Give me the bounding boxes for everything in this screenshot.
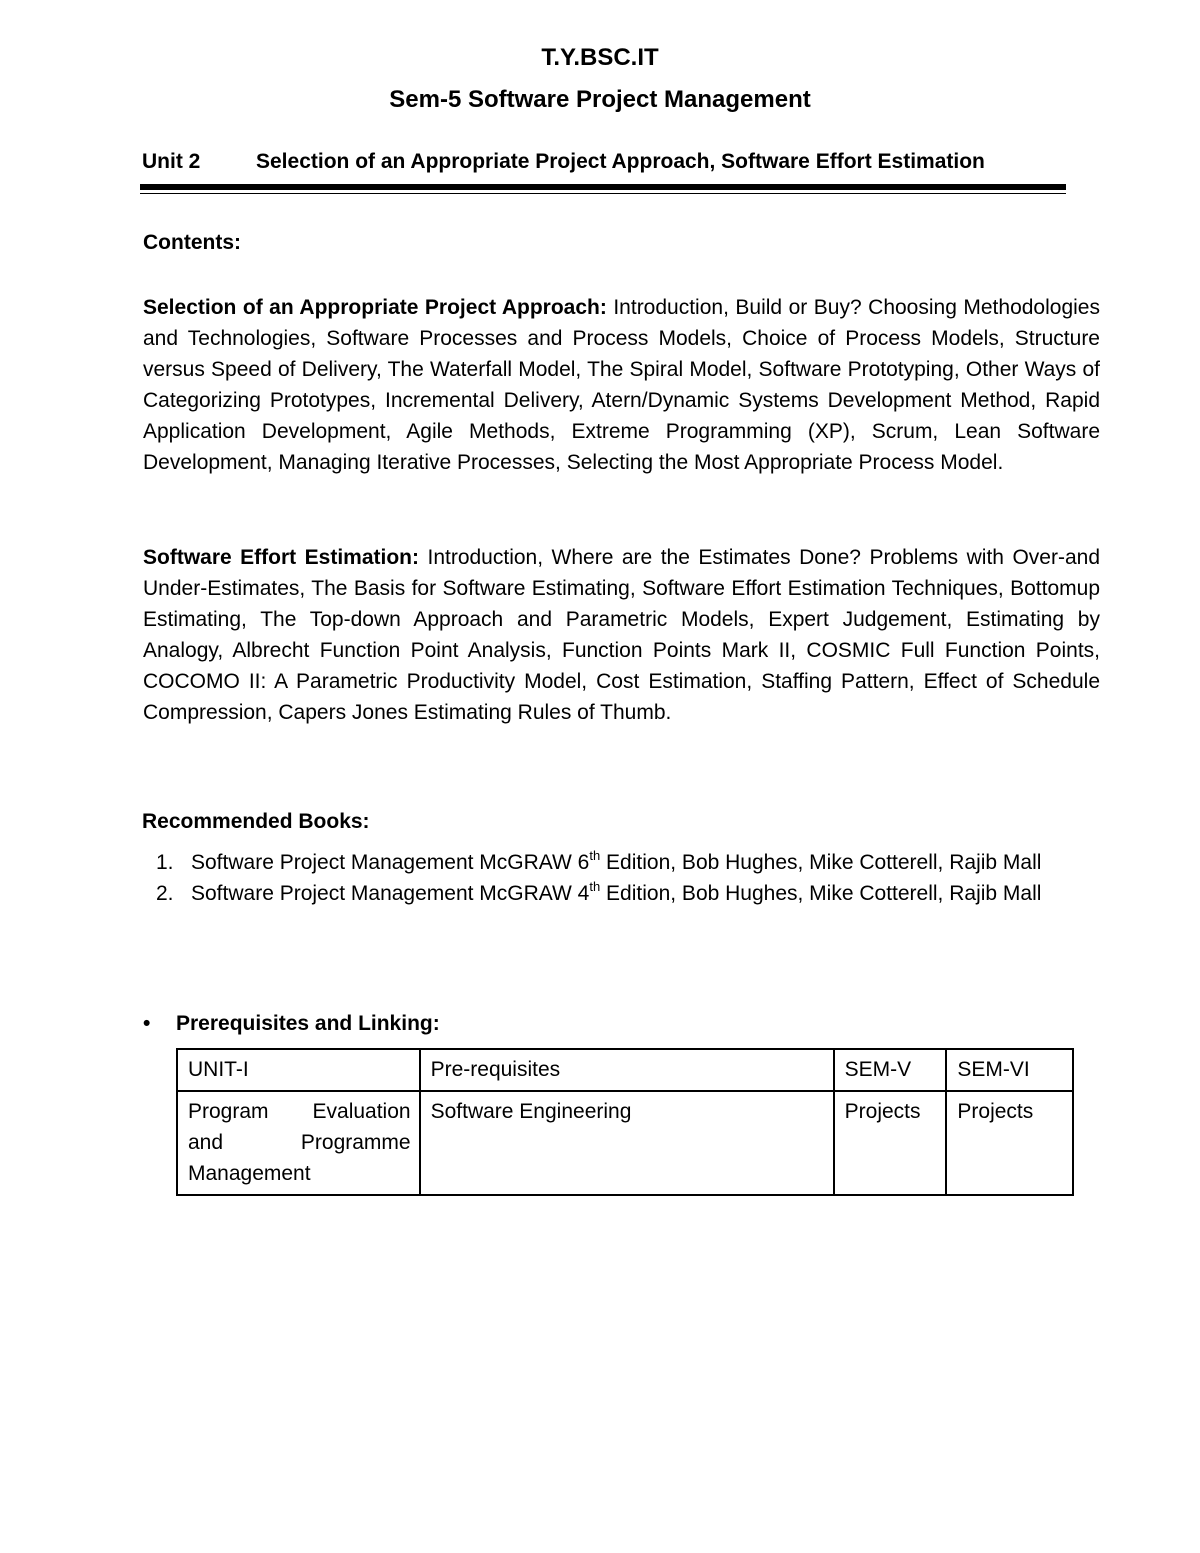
book-authors: Edition, Bob Hughes, Mike Cotterell, Rajib Mall xyxy=(600,851,1042,874)
unit-number: Unit 2 xyxy=(142,150,201,173)
book-title: Software Project Management McGRAW 4 xyxy=(191,882,590,905)
unit-heading xyxy=(142,150,1066,174)
list-item xyxy=(143,847,1105,878)
table-cell: Pre-requisites xyxy=(420,1049,834,1091)
section-heading: Selection of an Appropriate Project Approach: xyxy=(143,296,607,319)
section-body: Introduction, Build or Buy? Choosing Methodologies and Technologies, Software Processes and Process Models, Choice of Process Models, Structure versus Speed of Delivery, The Waterfall Model, The Spiral Model, Software Prototyping, Other Ways of Categorizing Prototypes, Incremental Delivery, Atern/Dynamic Systems Development Method, Rapid Application Development, Agile Methods, Extreme Programming (XP), Scrum, Lean Software Development, Managing Iterative Processes, Selecting the Most Appropriate Process Model. xyxy=(143,296,1100,474)
table-cell: Program Evaluation and Programme Management xyxy=(177,1091,420,1195)
section-body: Introduction, Where are the Estimates Done? Problems with Over-and Under-Estimates, The Basis for Software Estimating, Software Effort Estimation Techniques, Bottomup Estimating, The Top-down Approach and Parametric Models, Expert Judgement, Estimating by Analogy, Albrecht Function Point Analysis, Function Points Mark II, COSMIC Full Function Points, COCOMO II: A Parametric Productivity Model, Cost Estimation, Staffing Pattern, Effect of Schedule Compression, Capers Jones Estimating Rules of Thumb. xyxy=(143,546,1100,724)
contents-heading: Contents: xyxy=(143,231,241,254)
table-header-row xyxy=(177,1049,1073,1091)
table-cell: UNIT-I xyxy=(177,1049,420,1091)
table-cell: Software Engineering xyxy=(420,1091,834,1195)
book-authors: Edition, Bob Hughes, Mike Cotterell, Rajib Mall xyxy=(600,882,1042,905)
ordinal-suffix: th xyxy=(589,848,601,863)
course-title: T.Y.BSC.IT xyxy=(541,44,659,71)
table-cell: SEM-VI xyxy=(946,1049,1073,1091)
subject-title: Sem-5 Software Project Management xyxy=(389,86,811,113)
list-number: 2. xyxy=(156,882,174,905)
list-number: 1. xyxy=(156,851,174,874)
books-heading: Recommended Books: xyxy=(142,810,370,833)
bullet-icon: • xyxy=(143,1012,151,1035)
books-list xyxy=(143,847,1105,909)
prereq-heading xyxy=(143,1012,440,1036)
heading-rule xyxy=(140,184,1066,190)
section-approach xyxy=(143,292,1100,478)
unit-title: Selection of an Appropriate Project Approach, Software Effort Estimation xyxy=(256,150,985,173)
table-row xyxy=(177,1091,1073,1195)
list-item xyxy=(143,878,1105,909)
heading-rule-thin xyxy=(140,193,1066,194)
table-cell: SEM-V xyxy=(834,1049,947,1091)
table-cell: Projects xyxy=(946,1091,1073,1195)
table-cell: Projects xyxy=(834,1091,947,1195)
ordinal-suffix: th xyxy=(589,879,601,894)
prereq-table xyxy=(176,1048,1074,1196)
section-heading: Software Effort Estimation: xyxy=(143,546,419,569)
prereq-title: Prerequisites and Linking: xyxy=(176,1012,440,1035)
book-title: Software Project Management McGRAW 6 xyxy=(191,851,590,874)
section-effort-estimation xyxy=(143,542,1100,728)
